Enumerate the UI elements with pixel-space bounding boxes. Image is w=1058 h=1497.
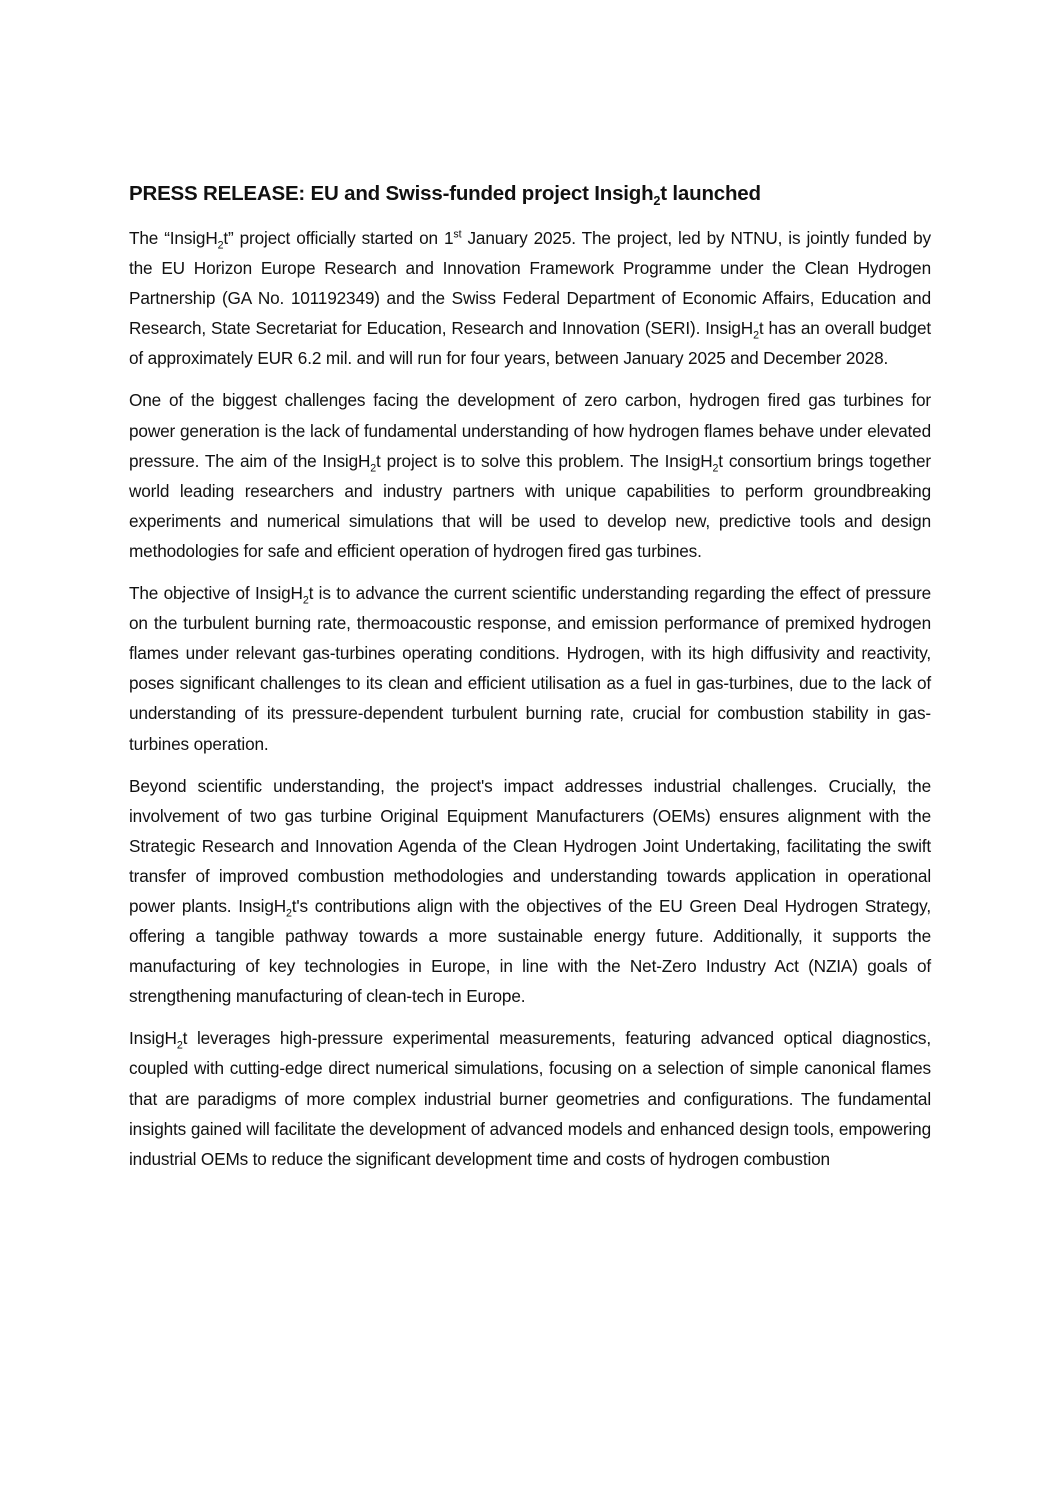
paragraph-text: t's contributions align with the objectives of the EU Green Deal Hydrogen Strategy, offering a tangible pathway towards a more sustainable energy future. Additionally, it supports the manufacturing of key technologies in Europe, in line with the Net-Zero Industry Act (NZIA) goals of strengthening manufacturing of clean-tech in Europe. bbox=[129, 895, 931, 1007]
subscript: 2 bbox=[176, 1039, 183, 1052]
paragraph-text: The objective of InsigH bbox=[129, 583, 303, 604]
subscript: 2 bbox=[217, 239, 224, 252]
superscript: st bbox=[453, 228, 462, 241]
paragraph-text: t” project officially started on 1 bbox=[223, 228, 454, 248]
page-title bbox=[129, 176, 931, 212]
paragraph-3 bbox=[129, 578, 931, 759]
subscript: 2 bbox=[370, 462, 377, 475]
title-subscript: 2 bbox=[653, 193, 661, 209]
subscript: 2 bbox=[712, 462, 719, 475]
paragraph-text: t has an overall budget of approximately EUR 6.2 mil. and will run for four years, between January 2025 and December 2028. bbox=[129, 318, 931, 369]
subscript: 2 bbox=[302, 594, 309, 607]
paragraph-text: t leverages high-pressure experimental measurements, featuring advanced optical diagnostics, coupled with cutting-edge direct numerical simulations, focusing on a selection of simple canonical flames that are paradigms of more complex industrial burner geometries and configurations. The fundamental insights gained will facilitate the development of advanced models and enhanced design tools, empowering industrial OEMs to reduce the significant development time and costs of hydrogen combustion bbox=[129, 1028, 931, 1169]
paragraph-text: One of the biggest challenges facing the development of zero carbon, hydrogen fired gas turbines for power generation is the lack of fundamental understanding of how hydrogen flames behave under elevated pressure. The aim of the InsigH bbox=[129, 390, 931, 471]
paragraph-text: Beyond scientific understanding, the project's impact addresses industrial challenges. Crucially, the involvement of two gas turbine Original Equipment Manufacturers (OEMs) ensures alignment with the Strategic Research and Innovation Agenda of the Clean Hydrogen Joint Undertaking, facilitating the swift transfer of improved combustion methodologies and understanding towards application in operational power plants. InsigH bbox=[129, 775, 931, 916]
paragraph-text: t is to advance the current scientific understanding regarding the effect of pressure on the turbulent burning rate, thermoacoustic response, and emission performance of premixed hydrogen flames under relevant gas-turbines operating conditions. Hydrogen, with its high diffusivity and reactivity, poses significant challenges to its clean and efficient utilisation as a fuel in gas-turbines, due to the lack of understanding of its pressure-dependent turbulent burning rate, crucial for combustion stability in gas-turbines operation. bbox=[129, 583, 931, 754]
paragraph-2 bbox=[129, 385, 931, 566]
paragraph-text: InsigH bbox=[129, 1028, 177, 1049]
subscript: 2 bbox=[286, 907, 292, 920]
title-text: PRESS RELEASE: EU and Swiss-funded project Insigh bbox=[129, 182, 654, 205]
paragraph-text: January 2025. The project, led by NTNU, is jointly funded by the EU Horizon Europe Research and Innovation Framework Programme under the Clean Hydrogen Partnership (GA No. 101192349) and the Swiss Federal Department of Economic Affairs, Education and Research, State Secretariat for Education, Research and Innovation (SERI). InsigH bbox=[129, 228, 931, 339]
paragraph-4 bbox=[129, 771, 931, 1012]
paragraph-5 bbox=[129, 1023, 931, 1173]
subscript: 2 bbox=[753, 329, 759, 342]
paragraph-1 bbox=[129, 223, 931, 373]
paragraph-text: t consortium brings together world leading researchers and industry partners with unique capabilities to perform groundbreaking experiments and numerical simulations that will be used to develop new, predictive tools and design methodologies for safe and efficient operation of hydrogen fired gas turbines. bbox=[129, 450, 931, 561]
document-body bbox=[129, 176, 931, 1186]
title-text-end: t launched bbox=[660, 182, 761, 205]
paragraph-text: The “InsigH bbox=[129, 228, 218, 248]
paragraph-text: t project is to solve this problem. The InsigH bbox=[376, 450, 713, 471]
